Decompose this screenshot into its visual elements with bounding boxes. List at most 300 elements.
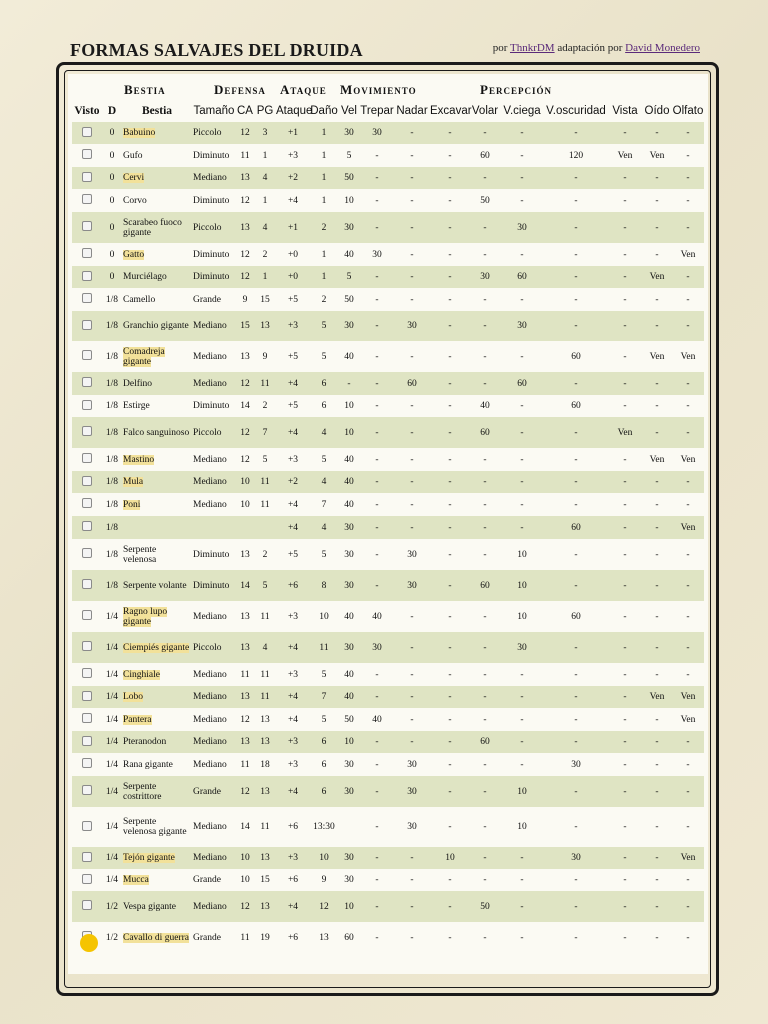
- cell-vc: [500, 266, 544, 288]
- value-vel: 5: [346, 150, 352, 161]
- value-atk: +4: [287, 522, 299, 533]
- value-atk: +6: [287, 822, 299, 832]
- value-exc: -: [448, 580, 452, 591]
- cell-vol: [470, 493, 500, 516]
- cell-tre: [360, 686, 394, 708]
- cell-size: [192, 212, 236, 243]
- value-dmg: 4: [321, 477, 327, 487]
- cell-vel: [338, 686, 360, 708]
- cell-vel: [338, 311, 360, 341]
- seen-checkbox[interactable]: [82, 127, 92, 137]
- cell-vc: [500, 708, 544, 731]
- cell-size: [192, 847, 236, 869]
- value-dmg: 6: [321, 401, 327, 411]
- cell-exc: [430, 266, 470, 288]
- seen-checkbox[interactable]: [82, 852, 92, 862]
- cell-size: [192, 448, 236, 471]
- cell-vol: [470, 122, 500, 144]
- value-size: Grande: [193, 875, 221, 885]
- cell-vol: [470, 372, 500, 395]
- cell-d: [102, 539, 122, 570]
- value-pg: 1: [262, 272, 268, 282]
- value-vis: -: [623, 875, 627, 885]
- cell-atk: [276, 288, 310, 311]
- cell-vo: [544, 167, 608, 189]
- cell-oid: [642, 869, 672, 891]
- cell-d: [102, 601, 122, 632]
- cell-nad: [394, 570, 430, 601]
- value-pg: 18: [260, 759, 270, 770]
- cell-vo: [544, 632, 608, 663]
- value-name: Gatto: [123, 249, 145, 260]
- cell-name: [122, 311, 192, 341]
- cell-dmg: [310, 341, 338, 372]
- value-oid: -: [655, 222, 659, 233]
- value-exc: -: [448, 642, 452, 653]
- value-ca: 12: [240, 901, 250, 912]
- value-ca: 10: [240, 499, 250, 510]
- value-nad: -: [410, 351, 414, 362]
- value-tre: -: [375, 786, 379, 797]
- seen-checkbox[interactable]: [82, 579, 92, 589]
- value-name: Mula: [123, 477, 144, 487]
- cell-tre: [360, 570, 394, 601]
- value-size: Mediano: [193, 378, 227, 389]
- value-dmg: 12: [319, 901, 329, 912]
- table-row: [72, 776, 704, 807]
- value-vol: -: [483, 759, 487, 770]
- cell-pg: [254, 167, 276, 189]
- cell-vel: [338, 372, 360, 395]
- seen-checkbox[interactable]: [82, 641, 92, 651]
- value-ca: 10: [240, 875, 250, 885]
- column-header: D: [107, 105, 117, 117]
- value-d: 1/4: [105, 822, 119, 832]
- value-pg: 1: [262, 150, 268, 161]
- value-tre: -: [375, 549, 379, 560]
- cell-exc: [430, 731, 470, 753]
- cell-name: [122, 807, 192, 847]
- cell-oid: [642, 663, 672, 686]
- value-dmg: 4: [321, 427, 327, 438]
- value-vis: -: [623, 549, 627, 560]
- value-atk: +4: [287, 642, 299, 653]
- seen-cell: [72, 753, 102, 776]
- cell-vol: [470, 341, 500, 372]
- value-olf: -: [686, 195, 690, 206]
- cell-size: [192, 372, 236, 395]
- cell-vo: [544, 847, 608, 869]
- cell-oid: [642, 922, 672, 953]
- value-atk: +4: [287, 195, 299, 206]
- seen-checkbox[interactable]: [82, 610, 92, 620]
- cell-olf: [672, 471, 704, 493]
- cell-ca: [236, 601, 254, 632]
- seen-checkbox[interactable]: [82, 426, 92, 436]
- cell-vo: [544, 243, 608, 266]
- value-olf: -: [686, 222, 690, 233]
- value-vo: 60: [571, 401, 581, 411]
- value-vis: -: [623, 249, 627, 260]
- cell-vis: [608, 891, 642, 922]
- cell-vis: [608, 372, 642, 395]
- cell-oid: [642, 807, 672, 847]
- seen-checkbox[interactable]: [82, 350, 92, 360]
- value-dmg: 6: [321, 759, 327, 770]
- value-olf: Ven: [680, 522, 696, 533]
- table-row: [72, 311, 704, 341]
- cell-tre: [360, 122, 394, 144]
- value-vis: -: [623, 669, 627, 680]
- cell-size: [192, 167, 236, 189]
- cell-exc: [430, 539, 470, 570]
- cell-tre: [360, 731, 394, 753]
- seen-cell: [72, 869, 102, 891]
- cell-name: [122, 753, 192, 776]
- cell-name: [122, 570, 192, 601]
- value-d: 1/2: [105, 901, 119, 912]
- seen-checkbox[interactable]: [82, 821, 92, 831]
- seen-checkbox[interactable]: [82, 758, 92, 768]
- value-d: 1/8: [105, 454, 119, 465]
- value-tre: 30: [372, 249, 382, 260]
- cell-tre: [360, 266, 394, 288]
- value-size: Mediano: [193, 901, 227, 912]
- seen-checkbox[interactable]: [82, 874, 92, 884]
- value-d: 1/8: [105, 499, 119, 510]
- cell-oid: [642, 288, 672, 311]
- cell-tre: [360, 144, 394, 167]
- seen-checkbox[interactable]: [82, 293, 92, 303]
- value-nad: 30: [407, 549, 417, 560]
- cell-nad: [394, 341, 430, 372]
- cell-vel: [338, 341, 360, 372]
- seen-checkbox[interactable]: [82, 453, 92, 463]
- value-name: Estirge: [123, 401, 150, 411]
- value-vo: -: [574, 901, 578, 912]
- cell-vo: [544, 189, 608, 212]
- cell-d: [102, 122, 122, 144]
- cell-vc: [500, 869, 544, 891]
- value-vis: -: [623, 499, 627, 510]
- cell-dmg: [310, 601, 338, 632]
- cell-vel: [338, 869, 360, 891]
- value-exc: -: [448, 692, 452, 702]
- value-oid: -: [655, 580, 659, 591]
- value-pg: 13: [260, 901, 270, 912]
- cell-nad: [394, 417, 430, 448]
- value-tre: 40: [372, 714, 382, 725]
- cell-vo: [544, 311, 608, 341]
- value-vo: -: [574, 642, 578, 653]
- cell-atk: [276, 601, 310, 632]
- value-nad: -: [410, 401, 414, 411]
- cell-vel: [338, 122, 360, 144]
- seen-checkbox[interactable]: [82, 668, 92, 678]
- cell-vo: [544, 493, 608, 516]
- value-vel: 40: [344, 249, 354, 260]
- value-name: Serpente velenosa gigante: [123, 817, 187, 837]
- value-nad: -: [410, 195, 414, 206]
- value-size: Mediano: [193, 477, 227, 487]
- column-header: Daño: [310, 105, 338, 117]
- seen-checkbox[interactable]: [82, 149, 92, 159]
- value-pg: 13: [260, 321, 270, 331]
- value-d: 0: [109, 249, 115, 260]
- seen-checkbox[interactable]: [82, 194, 92, 204]
- cell-vol: [470, 686, 500, 708]
- value-vol: -: [483, 549, 487, 560]
- value-tre: -: [375, 351, 379, 362]
- value-dmg: 2: [321, 222, 327, 233]
- value-nad: -: [410, 272, 414, 282]
- seen-cell: [72, 167, 102, 189]
- value-pg: 11: [260, 822, 270, 832]
- cell-nad: [394, 869, 430, 891]
- value-vc: -: [520, 901, 524, 912]
- value-vis: -: [623, 128, 627, 138]
- seen-checkbox[interactable]: [82, 377, 92, 387]
- author-link-2[interactable]: David Monedero: [625, 42, 700, 54]
- value-nad: -: [410, 901, 414, 912]
- value-olf: -: [686, 901, 690, 912]
- cell-vis: [608, 731, 642, 753]
- value-vol: 60: [480, 150, 490, 161]
- value-vo: -: [574, 737, 578, 747]
- value-ca: 11: [240, 932, 250, 943]
- value-name: Tejón gigante: [123, 853, 175, 863]
- cell-d: [102, 891, 122, 922]
- cell-vel: [338, 847, 360, 869]
- value-size: Diminuto: [193, 401, 230, 411]
- value-atk: +3: [287, 853, 299, 863]
- cell-pg: [254, 891, 276, 922]
- seen-checkbox[interactable]: [82, 172, 92, 182]
- cell-nad: [394, 471, 430, 493]
- value-dmg: 6: [321, 737, 327, 747]
- cell-dmg: [310, 167, 338, 189]
- value-olf: -: [686, 427, 690, 438]
- value-name: Ciempiés gigante: [123, 642, 190, 653]
- cell-vis: [608, 663, 642, 686]
- cell-nad: [394, 372, 430, 395]
- value-vo: -: [574, 454, 578, 465]
- cell-vis: [608, 516, 642, 539]
- cell-vo: [544, 753, 608, 776]
- cell-nad: [394, 539, 430, 570]
- value-vol: -: [483, 351, 487, 362]
- seen-checkbox[interactable]: [82, 248, 92, 258]
- cell-dmg: [310, 266, 338, 288]
- table-row: [72, 417, 704, 448]
- cell-nad: [394, 212, 430, 243]
- cell-vel: [338, 212, 360, 243]
- seen-checkbox[interactable]: [82, 736, 92, 746]
- cell-olf: [672, 372, 704, 395]
- value-size: Mediano: [193, 759, 227, 770]
- value-oid: -: [655, 786, 659, 797]
- cell-olf: [672, 776, 704, 807]
- seen-checkbox[interactable]: [82, 221, 92, 231]
- value-exc: -: [448, 714, 452, 725]
- value-oid: -: [655, 611, 659, 622]
- value-dmg: 4: [321, 522, 327, 533]
- value-atk: +4: [287, 786, 299, 797]
- value-dmg: 1: [321, 173, 327, 183]
- cell-size: [192, 776, 236, 807]
- cell-vc: [500, 632, 544, 663]
- value-exc: 10: [445, 853, 455, 863]
- value-size: Mediano: [193, 714, 227, 725]
- seen-checkbox[interactable]: [82, 691, 92, 701]
- cell-exc: [430, 686, 470, 708]
- cell-exc: [430, 632, 470, 663]
- seen-checkbox[interactable]: [82, 785, 92, 795]
- value-oid: Ven: [649, 351, 665, 362]
- cell-exc: [430, 663, 470, 686]
- seen-checkbox[interactable]: [82, 900, 92, 910]
- value-vis: -: [623, 351, 627, 362]
- value-ca: 10: [240, 853, 250, 863]
- value-name: Cervi: [123, 173, 145, 183]
- cell-exc: [430, 570, 470, 601]
- value-name: Lobo: [123, 692, 144, 702]
- seen-cell: [72, 570, 102, 601]
- cell-olf: [672, 539, 704, 570]
- cell-d: [102, 372, 122, 395]
- cell-olf: [672, 243, 704, 266]
- value-ca: 11: [240, 150, 250, 161]
- value-vol: -: [483, 669, 487, 680]
- cell-vis: [608, 686, 642, 708]
- cell-dmg: [310, 731, 338, 753]
- value-oid: -: [655, 901, 659, 912]
- cell-name: [122, 212, 192, 243]
- cell-dmg: [310, 891, 338, 922]
- cell-vis: [608, 570, 642, 601]
- cell-atk: [276, 807, 310, 847]
- value-exc: -: [448, 351, 452, 362]
- value-vol: 60: [480, 427, 490, 438]
- seen-checkbox[interactable]: [82, 271, 92, 281]
- cell-name: [122, 372, 192, 395]
- value-atk: +3: [287, 759, 299, 770]
- value-vo: 120: [568, 150, 584, 161]
- cell-tre: [360, 167, 394, 189]
- value-ca: 12: [240, 378, 250, 389]
- value-tre: -: [375, 759, 379, 770]
- value-vis: -: [623, 580, 627, 591]
- value-ca: 13: [240, 642, 250, 653]
- cell-exc: [430, 189, 470, 212]
- cell-vel: [338, 891, 360, 922]
- value-vo: -: [574, 173, 578, 183]
- table-row: [72, 266, 704, 288]
- value-olf: -: [686, 477, 690, 487]
- value-vel: 40: [344, 499, 354, 510]
- cell-ca: [236, 448, 254, 471]
- value-nad: 60: [407, 378, 417, 389]
- value-vc: -: [520, 669, 524, 680]
- cell-name: [122, 448, 192, 471]
- cell-nad: [394, 266, 430, 288]
- cell-dmg: [310, 212, 338, 243]
- cell-vc: [500, 122, 544, 144]
- value-vol: -: [483, 477, 487, 487]
- cell-ca: [236, 891, 254, 922]
- value-name: Serpente volante: [123, 580, 187, 591]
- seen-cell: [72, 891, 102, 922]
- cell-vel: [338, 144, 360, 167]
- table-row: [72, 144, 704, 167]
- value-exc: -: [448, 173, 452, 183]
- value-dmg: 6: [321, 378, 327, 389]
- value-dmg: 8: [321, 580, 327, 591]
- cell-atk: [276, 243, 310, 266]
- cell-dmg: [310, 417, 338, 448]
- seen-checkbox[interactable]: [82, 521, 92, 531]
- value-exc: -: [448, 875, 452, 885]
- cell-olf: [672, 632, 704, 663]
- cell-vo: [544, 516, 608, 539]
- cell-atk: [276, 539, 310, 570]
- value-pg: 4: [262, 642, 268, 653]
- value-exc: -: [448, 195, 452, 206]
- seen-checkbox[interactable]: [82, 548, 92, 558]
- value-d: 1/8: [105, 294, 119, 305]
- value-vel: 30: [344, 875, 354, 885]
- value-tre: -: [375, 378, 379, 389]
- cell-vc: [500, 212, 544, 243]
- seen-checkbox[interactable]: [82, 713, 92, 723]
- cell-dmg: [310, 869, 338, 891]
- cell-vis: [608, 243, 642, 266]
- cell-olf: [672, 417, 704, 448]
- cell-vo: [544, 708, 608, 731]
- value-tre: -: [375, 222, 379, 233]
- value-name: Granchio gigante: [123, 321, 189, 331]
- seen-checkbox[interactable]: [82, 320, 92, 330]
- seen-checkbox[interactable]: [82, 498, 92, 508]
- cell-dmg: [310, 471, 338, 493]
- cell-vel: [338, 243, 360, 266]
- cell-nad: [394, 776, 430, 807]
- value-pg: 5: [262, 580, 268, 591]
- seen-cell: [72, 708, 102, 731]
- value-vc: 10: [517, 822, 527, 832]
- value-pg: 5: [262, 454, 268, 465]
- cell-atk: [276, 516, 310, 539]
- author-link-1[interactable]: ThnkrDM: [509, 42, 555, 54]
- table-row: [72, 663, 704, 686]
- seen-checkbox[interactable]: [82, 476, 92, 486]
- value-name: Mastino: [123, 454, 155, 465]
- cell-ca: [236, 311, 254, 341]
- cell-vo: [544, 891, 608, 922]
- seen-checkbox[interactable]: [82, 400, 92, 410]
- value-olf: -: [686, 401, 690, 411]
- value-vis: -: [623, 932, 627, 943]
- cell-pg: [254, 516, 276, 539]
- value-vc: -: [520, 714, 524, 725]
- cell-pg: [254, 189, 276, 212]
- cell-dmg: [310, 847, 338, 869]
- column-header: V.oscuridad: [546, 105, 606, 117]
- value-vis: -: [623, 477, 627, 487]
- cell-ca: [236, 395, 254, 417]
- cell-nad: [394, 395, 430, 417]
- value-pg: 9: [262, 351, 268, 362]
